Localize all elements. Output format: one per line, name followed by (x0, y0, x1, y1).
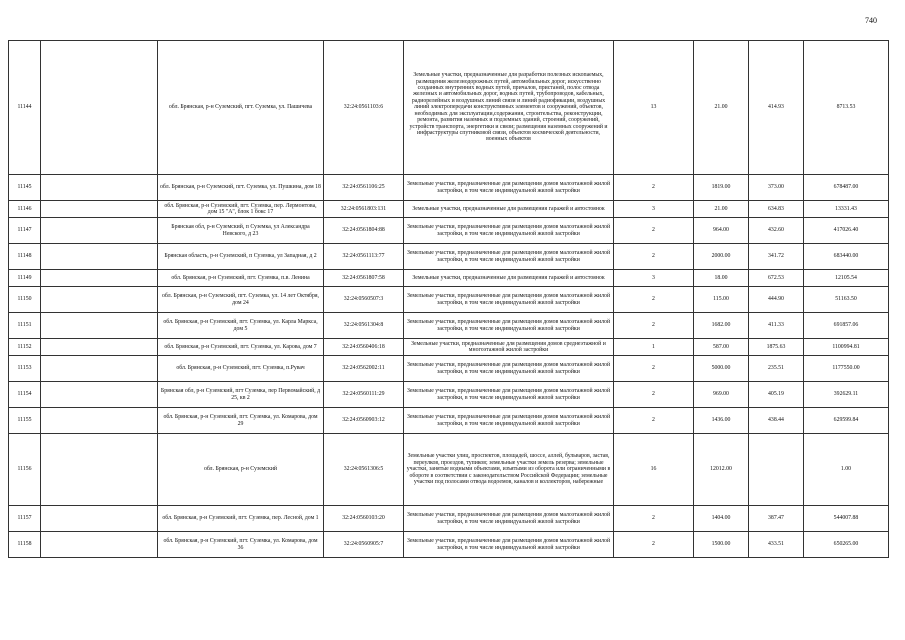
cell-specific-value: 444.90 (749, 287, 804, 313)
table-row (9, 506, 889, 532)
cell-land-purpose: Земельные участки, предназначенные для размещения домов малоэтажной жилой застройки, в том числе индивидуальной жилой застройки (404, 218, 614, 244)
cell-group: 2 (614, 287, 694, 313)
cell-area: 587.00 (694, 339, 749, 356)
cell-cadastral-value: 650265.00 (804, 532, 889, 558)
cell-address: обл. Брянская, р-н Суземский, пгт. Суземка, п.Рувач (158, 356, 324, 382)
cell-cadastral-value: 629599.84 (804, 408, 889, 434)
table-row (9, 270, 889, 287)
table-row (9, 218, 889, 244)
cell-area: 115.00 (694, 287, 749, 313)
cell-area: 1436.00 (694, 408, 749, 434)
table-row (9, 313, 889, 339)
cell-land-purpose: Земельные участки, предназначенные для размещения домов малоэтажной жилой застройки, в том числе индивидуальной жилой застройки (404, 244, 614, 270)
cell-land-purpose: Земельные участки, предназначенные для размещения гаражей и автостоянок (404, 270, 614, 287)
cell-empty (41, 532, 158, 558)
cell-specific-value: 411.33 (749, 313, 804, 339)
cell-land-purpose: Земельные участки, предназначенные для размещения домов малоэтажной жилой застройки, в том числе индивидуальной жилой застройки (404, 408, 614, 434)
cell-cadastral-number: 32:24:0561106:25 (324, 175, 404, 201)
cell-empty (41, 339, 158, 356)
table-row (9, 287, 889, 313)
cell-cadastral-value: 392629.11 (804, 382, 889, 408)
table-row (9, 244, 889, 270)
cell-area: 5000.00 (694, 356, 749, 382)
cell-cadastral-number: 32:24:0560507:3 (324, 287, 404, 313)
cell-cadastral-number: 32:24:0561807:58 (324, 270, 404, 287)
cell-area: 1404.00 (694, 506, 749, 532)
cell-land-purpose: Земельные участки, предназначенные для размещения домов малоэтажной жилой застройки, в том числе индивидуальной жилой застройки (404, 313, 614, 339)
cell-address: обл. Брянская, р-н Суземский (158, 434, 324, 506)
cell-group: 1 (614, 339, 694, 356)
cell-group: 2 (614, 356, 694, 382)
table-row (9, 356, 889, 382)
cell-cadastral-value: 12105.54 (804, 270, 889, 287)
cell-land-purpose: Земельные участки, предназначенные для размещения домов малоэтажной жилой застройки, в том числе индивидуальной жилой застройки (404, 175, 614, 201)
cell-cadastral-number: 32:24:0561803:131 (324, 201, 404, 218)
cell-area: 969.00 (694, 382, 749, 408)
cell-row-id: 11150 (9, 287, 41, 313)
cell-group: 3 (614, 201, 694, 218)
table-row (9, 532, 889, 558)
cell-cadastral-value: 1.00 (804, 434, 889, 506)
cell-area: 1500.00 (694, 532, 749, 558)
cell-cadastral-number: 32:24:0561804:88 (324, 218, 404, 244)
cell-land-purpose: Земельные участки, предназначенные для размещения домов малоэтажной жилой застройки, в том числе индивидуальной жилой застройки (404, 356, 614, 382)
cell-cadastral-value: 8713.53 (804, 41, 889, 175)
cell-row-id: 11144 (9, 41, 41, 175)
cell-address: обл. Брянская, р-н Суземский, пгт. Суземка, ул. Пашичева (158, 41, 324, 175)
cell-specific-value: 432.60 (749, 218, 804, 244)
cell-specific-value (749, 434, 804, 506)
cell-land-purpose: Земельные участки, предназначенные для разработки полезных ископаемых, размещения железнодорожных путей, автомобильных дорог, искусственно созданных внутренних водных путей, причалов, пристаней, полос отвода железных и автомобильных дорог, водных путей, трубопроводов, кабельных, радиорелейных и воздушных линий связи и линий радиофикации, воздушных линий электропередачи конструктивных элементов и сооружений, объектов, необходимых для эксплуатации,содержания, строительства, реконструкции, ремонта, развития наземных и подземных зданий, строений, сооружений, устройств транспорта, энергетики и связи; размещения наземных сооружений и инфраструктуры спутниковой связи, объектов космической деятельности, военных объектов (404, 41, 614, 175)
cell-cadastral-number: 32:24:0560111:29 (324, 382, 404, 408)
cell-row-id: 11152 (9, 339, 41, 356)
page-number: 740 (865, 16, 877, 25)
cell-area: 1819.00 (694, 175, 749, 201)
cell-empty (41, 313, 158, 339)
cell-area: 12012.00 (694, 434, 749, 506)
cell-row-id: 11158 (9, 532, 41, 558)
cell-specific-value: 414.93 (749, 41, 804, 175)
cell-land-purpose: Земельные участки улиц, проспектов, площадей, шоссе, аллей, бульваров, застав, переулков, проездов, тупиков; земельные участки земель резерва; земельные участки, занятые водными объектами, изъятыми из оборота или ограниченными в обороте в соответствии с законодательством Российской Федерации; земельные участки под полосами отвода водоемов, каналов и коллекторов, набережные (404, 434, 614, 506)
cell-area: 21.00 (694, 41, 749, 175)
cell-cadastral-value: 691857.06 (804, 313, 889, 339)
cell-specific-value: 341.72 (749, 244, 804, 270)
cell-group: 2 (614, 244, 694, 270)
cell-row-id: 11146 (9, 201, 41, 218)
cell-group: 16 (614, 434, 694, 506)
cell-empty (41, 356, 158, 382)
cell-cadastral-value: 1177550.00 (804, 356, 889, 382)
cell-cadastral-number: 32:24:0561103:6 (324, 41, 404, 175)
table-row (9, 382, 889, 408)
cell-specific-value: 387.47 (749, 506, 804, 532)
cell-group: 3 (614, 270, 694, 287)
cell-land-purpose: Земельные участки, предназначенные для размещения гаражей и автостоянок (404, 201, 614, 218)
cell-address: обл. Брянская, р-н Суземский, пгт. Суземка, ул. Комарова, дом 29 (158, 408, 324, 434)
cell-specific-value: 235.51 (749, 356, 804, 382)
table-row (9, 175, 889, 201)
cell-empty (41, 270, 158, 287)
cell-cadastral-value: 13331.43 (804, 201, 889, 218)
cell-specific-value: 405.19 (749, 382, 804, 408)
cell-row-id: 11156 (9, 434, 41, 506)
cell-row-id: 11149 (9, 270, 41, 287)
cell-cadastral-value: 1100994.81 (804, 339, 889, 356)
cell-cadastral-number: 32:24:0560905:7 (324, 532, 404, 558)
cell-address: обл. Брянская, р-н Суземский, пгт. Суземка, ул. Пушкина, дом 18 (158, 175, 324, 201)
cell-empty (41, 201, 158, 218)
cell-group: 2 (614, 313, 694, 339)
cell-group: 2 (614, 175, 694, 201)
cell-cadastral-number: 32:24:0560103:20 (324, 506, 404, 532)
cell-area: 2000.00 (694, 244, 749, 270)
cell-specific-value: 438.44 (749, 408, 804, 434)
cell-group: 2 (614, 408, 694, 434)
cell-address: Брянская область, р-н Суземский, п Суземка, ул Западная, д 2 (158, 244, 324, 270)
table-row (9, 201, 889, 218)
cell-area: 1682.00 (694, 313, 749, 339)
cell-address: обл. Брянская, р-н Суземский, пгт. Суземка, ул. Карла Маркса, дом 5 (158, 313, 324, 339)
cell-address: обл. Брянская, р-н Суземский, пгт. Суземка, пер. Лесной, дом 1 (158, 506, 324, 532)
cell-land-purpose: Земельные участки, предназначенные для размещения домов среднеэтажной и многоэтажной жилой застройки (404, 339, 614, 356)
table-row (9, 41, 889, 175)
cell-specific-value: 433.51 (749, 532, 804, 558)
table-row (9, 408, 889, 434)
cell-row-id: 11148 (9, 244, 41, 270)
cell-row-id: 11154 (9, 382, 41, 408)
cell-row-id: 11153 (9, 356, 41, 382)
cell-cadastral-value: 51163.50 (804, 287, 889, 313)
cell-area: 18.00 (694, 270, 749, 287)
cell-land-purpose: Земельные участки, предназначенные для размещения домов малоэтажной жилой застройки, в том числе индивидуальной жилой застройки (404, 382, 614, 408)
cell-land-purpose: Земельные участки, предназначенные для размещения домов малоэтажной жилой застройки, в том числе индивидуальной жилой застройки (404, 506, 614, 532)
cell-address: обл. Брянская, р-н Суземский, пгт. Суземка, ул. 14 лет Октября, дом 24 (158, 287, 324, 313)
cell-address: Брянская обл, р-н Суземский, п Суземка, ул Александра Невского, д 23 (158, 218, 324, 244)
cell-row-id: 11147 (9, 218, 41, 244)
cell-cadastral-number: 32:24:0561304:8 (324, 313, 404, 339)
cell-empty (41, 287, 158, 313)
cell-land-purpose: Земельные участки, предназначенные для размещения домов малоэтажной жилой застройки, в том числе индивидуальной жилой застройки (404, 287, 614, 313)
cell-group: 2 (614, 532, 694, 558)
cadastral-value-table (8, 40, 889, 558)
cell-group: 2 (614, 506, 694, 532)
cell-empty (41, 218, 158, 244)
cell-empty (41, 506, 158, 532)
cell-address: обл. Брянская, р-н Суземский, пгт. Суземка, пер. Лермонтова, дом 15 "А", блок 1 бокс 17 (158, 201, 324, 218)
cell-row-id: 11145 (9, 175, 41, 201)
cell-group: 13 (614, 41, 694, 175)
table-row (9, 339, 889, 356)
cell-address: обл. Брянская, р-н Суземский, пгт. Суземка, ул. Комарова, дом 36 (158, 532, 324, 558)
cell-empty (41, 434, 158, 506)
cell-specific-value: 1875.63 (749, 339, 804, 356)
cell-cadastral-value: 683440.00 (804, 244, 889, 270)
cell-address: обл. Брянская, р-н Суземский, пгт. Суземка, ул. Карова, дом 7 (158, 339, 324, 356)
cell-empty (41, 175, 158, 201)
cell-empty (41, 41, 158, 175)
table-row (9, 434, 889, 506)
cell-area: 21.00 (694, 201, 749, 218)
cell-group: 2 (614, 382, 694, 408)
cell-address: Брянская обл, р-н Суземский, пгт Суземка, пер Первомайский, д 25, кв 2 (158, 382, 324, 408)
cell-cadastral-value: 417026.40 (804, 218, 889, 244)
cell-cadastral-number: 32:24:0562002:11 (324, 356, 404, 382)
cell-cadastral-value: 678487.00 (804, 175, 889, 201)
cell-row-id: 11157 (9, 506, 41, 532)
cell-specific-value: 672.53 (749, 270, 804, 287)
cell-row-id: 11151 (9, 313, 41, 339)
cell-cadastral-value: 544007.88 (804, 506, 889, 532)
cell-group: 2 (614, 218, 694, 244)
cell-specific-value: 634.83 (749, 201, 804, 218)
cell-specific-value: 373.00 (749, 175, 804, 201)
cell-cadastral-number: 32:24:0561113:77 (324, 244, 404, 270)
cell-empty (41, 382, 158, 408)
cell-land-purpose: Земельные участки, предназначенные для размещения домов малоэтажной жилой застройки, в том числе индивидуальной жилой застройки (404, 532, 614, 558)
cell-area: 964.00 (694, 218, 749, 244)
cell-cadastral-number: 32:24:0561306:5 (324, 434, 404, 506)
cell-row-id: 11155 (9, 408, 41, 434)
cell-empty (41, 244, 158, 270)
cell-cadastral-number: 32:24:0560406:18 (324, 339, 404, 356)
cell-address: обл. Брянская, р-н Суземский, пгт. Суземка, п.в. Ленина (158, 270, 324, 287)
cell-cadastral-number: 32:24:0560903:12 (324, 408, 404, 434)
cell-empty (41, 408, 158, 434)
